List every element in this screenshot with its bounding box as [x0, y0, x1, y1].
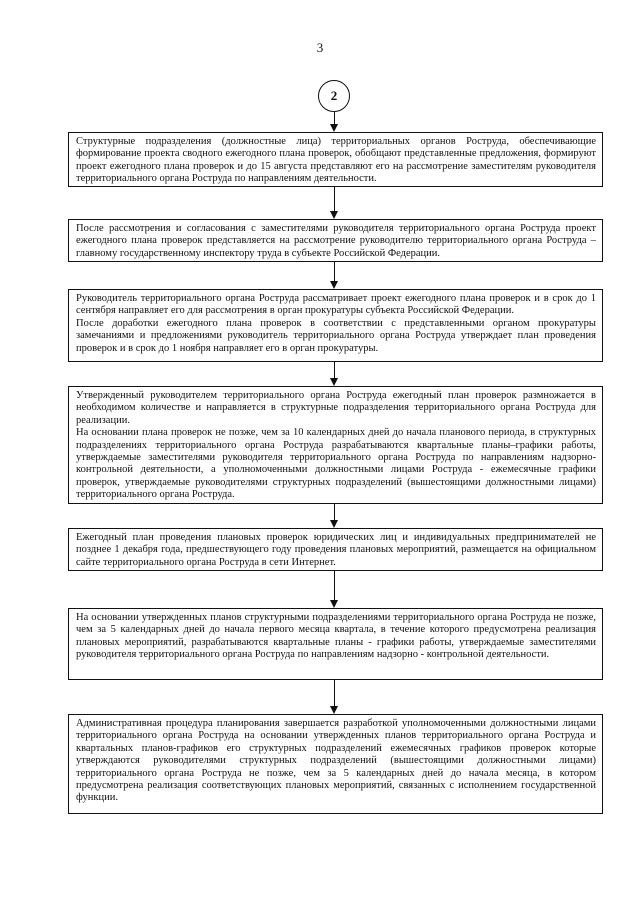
step-text: На основании утвержденных планов структурными подразделениями территориального органа Роструда не позже, чем за 5 календарных дней до начала первого месяца квартала, в течение которого предусмотрена реализация плановых мероприятий, разрабатываются квартальные планы - графики работы, утверждаемые заместителями руководителя территориального органа Роструда по направлениям надзорно - контрольной деятельности.: [76, 612, 596, 661]
step-text: Руководитель территориального органа Роструда рассматривает проект ежегодного плана проверок и в срок до 1 сентября направляет его для рассмотрения в орган прокуратуры субъекта Российской Федерации.: [76, 293, 596, 317]
step-text: Структурные подразделения (должностные лица) территориальных органов Роструда, обеспечивающие формирование проекта сводного ежегодного плана проверок, обобщают представленные предложения, формируют проект ежегодного плана проверок и до 15 августа представляют его на рассмотрение заместителям руководителя территориального органа Роструда по направлениям деятельности.: [76, 136, 596, 185]
flowchart-step-2: [68, 219, 603, 262]
step-text: Ежегодный план проведения плановых проверок юридических лиц и индивидуальных предпринимателей не позднее 1 декабря года, предшествующего году проведения плановых мероприятий, размещается на официальном сайте территориального органа Роструда в сети Интернет.: [76, 532, 596, 568]
flowchart-step-4: [68, 386, 603, 504]
arrow-head: [330, 600, 338, 608]
arrow-line: [334, 362, 335, 379]
step-text: После доработки ежегодного плана проверок в соответствии с представленными органом прокуратуры замечаниями и предложениями руководитель территориального органа Роструда утверждает план проведения проверок и в срок до 1 ноября направляет его в орган прокуратуры.: [76, 317, 596, 354]
flowchart-step-1: [68, 132, 603, 187]
arrow-head: [330, 378, 338, 386]
page-number: 3: [316, 40, 324, 55]
connector-label: 2: [330, 88, 338, 103]
arrow-line: [334, 504, 335, 521]
flowchart-step-7: [68, 714, 603, 814]
step-text: После рассмотрения и согласования с заместителями руководителя территориального органа Роструда проект ежегодного плана проверок представляется на рассмотрение руководителю территориального органа Роструда – главному государственному инспектору труда в субъекте Российской Федерации.: [76, 223, 596, 259]
flowchart-step-3: [68, 289, 603, 362]
flowchart-step-5: [68, 528, 603, 571]
step-text: Административная процедура планирования завершается разработкой уполномоченными должностными лицами территориального органа Роструда на основании утвержденных планов территориального органа Роструда и квартальных планов-графиков его структурных подразделений ежемесячных графиков проверок которые утверждаются руководителями структурных подразделений (вышестоящими должностными лицами) территориального органа Роструда не позже, чем за 5 календарных дней до начала месяца, в котором предусмотрена реализация соответствующих плановых мероприятий, связанных с исполнением государственной функции.: [76, 718, 596, 804]
arrow-head: [330, 211, 338, 219]
arrow-line: [334, 262, 335, 282]
arrow-head: [330, 520, 338, 528]
arrow-head: [330, 281, 338, 289]
step-text: На основании плана проверок не позже, чем за 10 календарных дней до начала планового периода, в структурных подразделениях территориального органа Роструда разрабатываются квартальные планы–графики работы, утверждаемые заместителями руководителя территориального органа Роструда по направлениям надзорно-контрольной деятельности, а уполномоченными должностными лицами Роструда - ежемесячные графики проверок, утверждаемые руководителями структурных подразделений (вышестоящими должностными лицами) территориального органа Роструда.: [76, 427, 596, 501]
step-text: Утвержденный руководителем территориального органа Роструда ежегодный план проверок размножается в необходимом количестве и направляется в структурные подразделения территориального органа Роструда для реализации.: [76, 390, 596, 426]
arrow-line: [334, 680, 335, 707]
flowchart-connector: [318, 80, 350, 112]
arrow-head: [330, 706, 338, 714]
arrow-line: [334, 571, 335, 601]
arrow-line: [334, 187, 335, 212]
arrow-head: [330, 124, 338, 132]
flowchart-step-6: [68, 608, 603, 680]
